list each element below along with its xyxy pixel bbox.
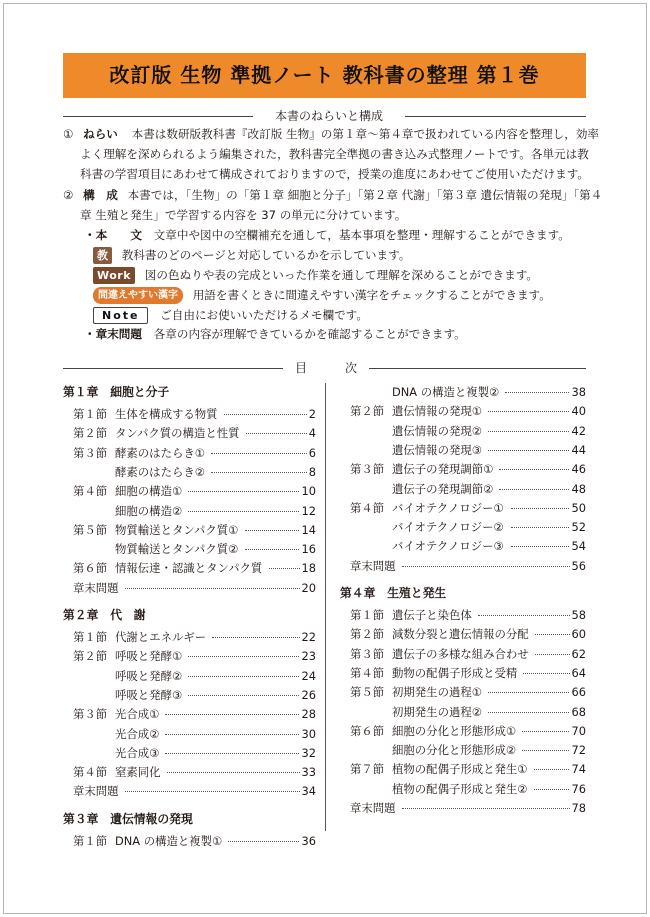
structure-label: 構 成	[83, 188, 118, 202]
toc-title: 細胞の分化と形態形成②	[392, 743, 517, 758]
toc-leader-dots	[246, 433, 306, 434]
toc-section-number: 第５節	[73, 522, 108, 537]
toc-page-number: 10	[301, 484, 316, 499]
toc-page-number: 36	[301, 833, 316, 848]
intro-heading	[63, 108, 586, 124]
toc-row	[63, 763, 316, 781]
toc-row	[63, 463, 316, 481]
toc-section-number: 第３節	[73, 445, 108, 460]
toc-row	[340, 557, 586, 575]
toc-leader-dots	[499, 489, 569, 490]
toc-page-number: 6	[308, 445, 316, 460]
toc-row	[63, 521, 316, 539]
aim-line-3: 科書の学習項目にあわせて構成されておりますので，授業の進度にあわせてご使用いただけます。	[80, 167, 589, 181]
toc-leader-dots	[511, 527, 570, 528]
aim-line-1	[63, 127, 599, 142]
toc-title: 遺伝子の多様な組み合わせ	[392, 646, 529, 661]
aim-label: ねらい	[83, 127, 118, 141]
toc-row	[63, 424, 316, 442]
structure-text-1: 本書では，「生物」の「第１章 細胞と分子」「第２章 代謝」「第３章 遺伝情報の発現」「第４	[127, 188, 603, 202]
toc-leader-dots	[488, 450, 570, 451]
toc-page-number: 16	[301, 542, 316, 557]
toc-rule-right	[369, 368, 586, 369]
toc-title: 遺伝子と染色体	[392, 608, 472, 622]
toc-row	[340, 703, 586, 721]
toc-leader-dots	[211, 472, 307, 473]
toc-section-number: 第２節	[73, 426, 108, 441]
feature-mach	[93, 287, 551, 304]
toc-row	[63, 444, 316, 462]
feature-chapter-end	[84, 327, 466, 342]
toc-row	[63, 579, 316, 597]
heading-rule-left	[63, 116, 253, 117]
toc-section-number: 第６節	[350, 723, 385, 738]
work-badge: Work	[93, 267, 135, 284]
toc-title: 遺伝情報の発現③	[392, 442, 482, 457]
toc-section-number: 第３節	[73, 707, 108, 722]
toc-leader-dots	[499, 469, 569, 470]
toc-leader-dots	[505, 392, 569, 393]
toc-heading-left: 目	[295, 361, 308, 375]
toc-title: 細胞の構造②	[115, 503, 183, 518]
toc-title: 減数分裂と遺伝情報の分配	[392, 627, 529, 642]
toc-section-number: 第３節	[350, 462, 385, 477]
toc-leader-dots	[211, 453, 307, 454]
toc-page-number: 62	[571, 646, 586, 661]
toc-page-number: 70	[571, 723, 586, 738]
toc-row	[340, 664, 586, 682]
toc-chapter-end: 章末問題	[350, 801, 396, 815]
toc-leader-dots	[188, 491, 299, 492]
toc-row	[63, 686, 316, 704]
toc-leader-dots	[511, 546, 570, 547]
toc-section-number: 第１節	[73, 833, 108, 848]
intro-heading-text: 本書のねらいと構成	[274, 109, 383, 123]
toc-leader-dots	[228, 841, 299, 842]
toc-page-number: 64	[571, 665, 586, 680]
toc-section-number: 第１節	[73, 630, 108, 644]
toc-section-number: 第４節	[350, 665, 385, 680]
toc-title: 細胞の構造①	[115, 484, 183, 499]
structure-line-1	[63, 188, 602, 203]
toc-row	[63, 540, 316, 558]
toc-row	[63, 559, 316, 577]
toc-leader-dots	[245, 549, 299, 550]
structure-line-2: 章 生殖と発生」で学習する内容を 37 の単元に分けています。	[80, 208, 407, 222]
toc-section-number: 第５節	[350, 685, 385, 700]
toc-page-number: 38	[571, 385, 586, 399]
toc-title: 光合成③	[115, 745, 160, 760]
toc-leader-dots	[212, 637, 299, 638]
toc-page-number: 8	[308, 464, 316, 479]
toc-page-number: 58	[571, 608, 586, 622]
toc-page-number: 34	[301, 784, 316, 799]
toc-page-number: 74	[571, 762, 586, 777]
toc-section-number: 第４節	[73, 484, 108, 499]
toc-title: 呼吸と発酵③	[115, 687, 183, 702]
toc-title: 初期発生の過程①	[392, 685, 482, 700]
toc-title: DNA の構造と複製①	[115, 833, 223, 848]
toc-title: バイオテクノロジー③	[392, 539, 504, 554]
toc-page-number: 26	[301, 687, 316, 702]
toc-title: 呼吸と発酵②	[115, 668, 183, 683]
toc-leader-dots	[488, 411, 570, 412]
feature-body	[84, 228, 570, 243]
toc-page-number: 54	[571, 539, 586, 554]
feature-chapter-end-text: 各章の内容が理解できているかを確認することができます。	[153, 327, 466, 341]
toc-title: 酵素のはたらき①	[115, 445, 205, 460]
feature-mach-text: 用語を書くときに間違えやすい漢字をチェックすることができます。	[192, 288, 551, 302]
toc-chapter-heading: 第３章 遺伝情報の発現	[63, 811, 193, 826]
toc-page-number: 60	[571, 627, 586, 642]
toc-leader-dots	[478, 615, 570, 616]
toc-title: 生体を構成する物質	[115, 407, 218, 421]
toc-leader-dots	[488, 431, 570, 432]
aim-text-1: 本書は数研版教科書『改訂版 生物』の第１章～第４章で扱われている内容を整理し，効率	[131, 127, 600, 141]
toc-leader-dots	[269, 568, 299, 569]
toc-page-number: 33	[301, 765, 316, 780]
toc-row	[63, 405, 316, 423]
toc-leader-dots	[402, 808, 570, 809]
toc-row	[340, 683, 586, 701]
note-badge: Note	[93, 307, 148, 324]
structure-number: ②	[63, 188, 74, 202]
toc-section-number: 第２節	[350, 404, 385, 419]
toc-page-number: 46	[571, 462, 586, 477]
toc-title: 植物の配偶子形成と発生①	[392, 762, 528, 777]
toc-chapter-end: 章末問題	[73, 784, 119, 799]
toc-page-number: 20	[301, 580, 316, 595]
feature-kyo	[93, 247, 410, 264]
feature-work	[93, 267, 538, 284]
toc-row	[340, 480, 586, 498]
toc-page-number: 66	[571, 685, 586, 700]
toc-row	[340, 537, 586, 555]
toc-row	[340, 799, 586, 817]
toc-leader-dots	[188, 511, 299, 512]
toc-leader-dots	[125, 791, 300, 792]
toc-section-number: 第４節	[73, 765, 108, 780]
toc-row	[63, 744, 316, 762]
toc-page-number: 4	[308, 426, 316, 441]
toc-leader-dots	[188, 656, 299, 657]
feature-work-text: 図の色ぬりや表の完成といった作業を通して理解を深めることができます。	[144, 268, 538, 282]
toc-section-number: 第２節	[350, 627, 385, 642]
toc-title: 遺伝子の発現調節②	[392, 481, 494, 496]
toc-leader-dots	[488, 712, 570, 713]
toc-row	[63, 725, 316, 743]
mach-badge: 間違えやすい漢字	[93, 287, 183, 304]
toc-page-number: 40	[571, 404, 586, 419]
toc-page-number: 78	[571, 801, 586, 815]
feature-body-label: ・本 文	[84, 228, 142, 242]
toc-title: 細胞の分化と形態形成①	[392, 723, 517, 738]
toc-chapter-end: 章末問題	[350, 558, 396, 573]
toc-page-number: 23	[301, 649, 316, 664]
toc-section-number: 第６節	[73, 561, 108, 576]
toc-leader-dots	[188, 676, 299, 677]
toc-row	[63, 667, 316, 685]
toc-row	[340, 741, 586, 759]
page-title: 改訂版 生物 準拠ノート 教科書の整理 第１巻	[63, 53, 586, 98]
toc-column-divider	[325, 383, 326, 831]
toc-page-number: 12	[301, 503, 316, 518]
toc-leader-dots	[534, 769, 570, 770]
toc-leader-dots	[245, 530, 299, 531]
toc-page-number: 44	[571, 442, 586, 457]
kyo-badge: 教	[93, 247, 112, 264]
toc-row	[340, 645, 586, 663]
toc-leader-dots	[488, 692, 570, 693]
toc-title: タンパク質の構造と性質	[115, 426, 240, 441]
toc-page-number: 42	[571, 423, 586, 438]
toc-title: 光合成②	[115, 726, 160, 741]
toc-row	[340, 606, 586, 624]
toc-leader-dots	[165, 753, 299, 754]
toc-title: 物質輸送とタンパク質②	[115, 542, 239, 557]
toc-page-number: 48	[571, 481, 586, 496]
toc-chapter-heading: 第２章 代 謝	[63, 608, 146, 622]
toc-title: バイオテクノロジー②	[392, 520, 504, 535]
toc-leader-dots	[535, 634, 570, 635]
feature-chapter-end-label: ・章末問題	[84, 327, 142, 341]
toc-title: 情報伝達・認識とタンパク質	[115, 561, 263, 576]
feature-body-text: 文章中や図中の空欄補充を通して，基本事項を整理・理解することができます。	[153, 228, 570, 242]
toc-row	[340, 780, 586, 798]
toc-section-number: 第７節	[350, 762, 385, 777]
toc-row	[340, 518, 586, 536]
toc-leader-dots	[224, 414, 307, 415]
toc-row	[340, 722, 586, 740]
toc-section-number: 第２節	[73, 649, 108, 664]
toc-title: 酵素のはたらき②	[115, 464, 205, 479]
toc-page-number: 22	[301, 630, 316, 644]
toc-section-number: 第１節	[73, 407, 108, 421]
toc-page-number: 2	[308, 407, 316, 421]
toc-page-number: 72	[571, 743, 586, 758]
toc-title: 植物の配偶子形成と発生②	[392, 781, 528, 796]
feature-note-text: ご自由にお使いいただけるメモ欄です。	[160, 308, 368, 322]
toc-title: 遺伝子の発現調節①	[392, 462, 494, 477]
toc-row	[63, 705, 316, 723]
toc-leader-dots	[165, 734, 299, 735]
toc-heading-right: 次	[345, 361, 358, 375]
feature-kyo-text: 教科書のどのページと対応しているかを示しています。	[121, 248, 411, 262]
toc-title: 動物の配偶子形成と受精	[392, 665, 518, 680]
toc-section-number: 第１節	[350, 608, 385, 622]
toc-chapter-end: 章末問題	[73, 580, 119, 595]
toc-title: 初期発生の過程②	[392, 704, 482, 719]
toc-row	[63, 832, 316, 850]
toc-leader-dots	[523, 673, 569, 674]
toc-row	[63, 782, 316, 800]
toc-leader-dots	[511, 508, 570, 509]
toc-title: 光合成①	[115, 707, 160, 722]
toc-title: 窒素同化	[115, 765, 161, 780]
toc-title: 遺伝情報の発現②	[392, 423, 482, 438]
toc-title: 呼吸と発酵①	[115, 649, 183, 664]
toc-leader-dots	[188, 695, 299, 696]
toc-title: バイオテクノロジー①	[392, 500, 504, 515]
toc-row	[63, 482, 316, 500]
toc-page-number: 28	[301, 707, 316, 722]
toc-page-number: 14	[301, 522, 316, 537]
toc-row	[340, 422, 586, 440]
toc-row	[340, 499, 586, 517]
toc-section-number: 第４節	[350, 500, 385, 515]
toc-page-number: 30	[301, 726, 316, 741]
aim-line-2: よく理解を深められるよう編集された，教科書完全準拠の書き込み式整理ノートです。各単元は教	[80, 147, 589, 161]
toc-leader-dots	[125, 588, 300, 589]
toc-leader-dots	[167, 772, 300, 773]
toc-page-number: 68	[571, 704, 586, 719]
toc-leader-dots	[165, 714, 299, 715]
toc-row	[63, 647, 316, 665]
toc-page-number: 24	[301, 668, 316, 683]
toc-page-number: 56	[571, 558, 586, 573]
toc-leader-dots	[402, 566, 570, 567]
toc-heading	[63, 360, 586, 376]
toc-page-number: 52	[571, 520, 586, 535]
toc-leader-dots	[534, 789, 570, 790]
toc-row	[340, 625, 586, 643]
toc-row	[340, 402, 586, 420]
toc-row	[340, 460, 586, 478]
feature-note	[93, 307, 368, 324]
toc-row	[63, 502, 316, 520]
toc-rule-left	[63, 368, 283, 369]
toc-chapter-heading: 第４章 生殖と発生	[340, 586, 447, 600]
toc-row	[340, 383, 586, 401]
aim-number: ①	[63, 127, 74, 141]
toc-leader-dots	[522, 731, 569, 732]
toc-chapter-heading: 第１章 細胞と分子	[63, 385, 170, 399]
toc-page-number: 32	[301, 745, 316, 760]
toc-section-number: 第３節	[350, 646, 385, 661]
toc-leader-dots	[535, 654, 570, 655]
toc-title: 物質輸送とタンパク質①	[115, 522, 239, 537]
toc-title: 遺伝情報の発現①	[392, 404, 482, 419]
toc-page-number: 50	[571, 500, 586, 515]
toc-leader-dots	[522, 750, 569, 751]
toc-row	[340, 441, 586, 459]
toc-title: 代謝とエネルギー	[115, 630, 207, 644]
toc-row	[63, 628, 316, 646]
toc-page-number: 76	[571, 781, 586, 796]
toc-title: DNA の構造と複製②	[392, 385, 500, 399]
toc-page-number: 18	[301, 561, 316, 576]
toc-row	[340, 760, 586, 778]
heading-rule-right	[405, 116, 586, 117]
